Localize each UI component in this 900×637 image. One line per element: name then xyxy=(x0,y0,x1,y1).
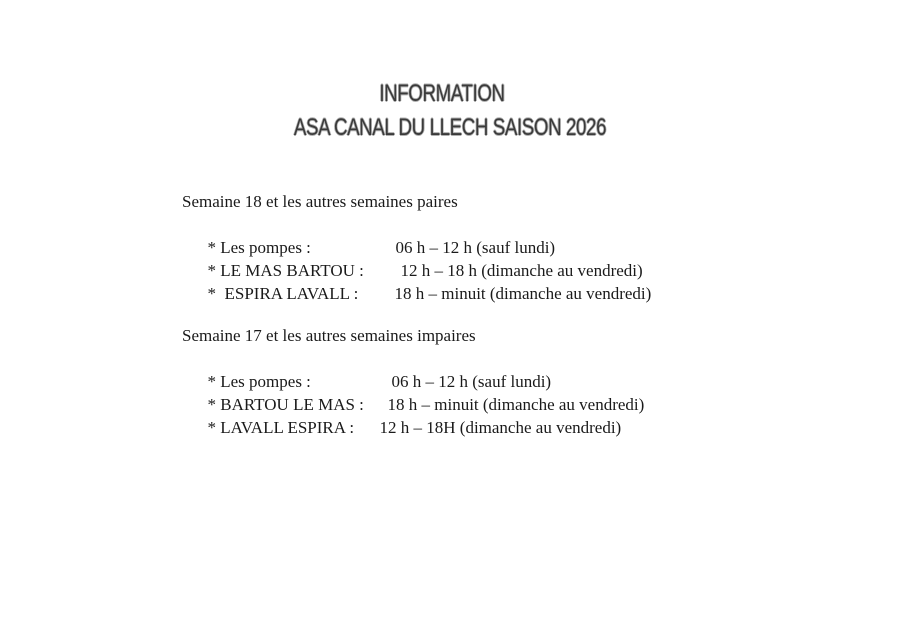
document-title: INFORMATION xyxy=(379,80,505,107)
schedule-label: * Les pompes : xyxy=(207,372,311,391)
schedule-section-odd-weeks xyxy=(182,324,645,437)
schedule-row xyxy=(182,347,644,391)
schedule-value: 18 h – minuit (dimanche au vendredi) xyxy=(387,395,645,414)
document-subtitle: ASA CANAL DU LLECH SAISON 2026 xyxy=(293,114,607,141)
section-heading: Semaine 17 et les autres semaines impaires xyxy=(182,326,476,345)
schedule-value: 12 h – 18 h (dimanche au vendredi) xyxy=(400,261,643,280)
schedule-label: * LE MAS BARTOU : xyxy=(207,261,364,280)
schedule-section-even-weeks xyxy=(182,190,652,303)
schedule-label: * LAVALL ESPIRA : xyxy=(207,418,355,437)
section-heading: Semaine 18 et les autres semaines paires xyxy=(182,192,458,211)
schedule-value: 12 h – 18H (dimanche au vendredi) xyxy=(379,418,622,437)
schedule-label: * BARTOU LE MAS : xyxy=(207,395,364,414)
schedule-label: * Les pompes : xyxy=(207,238,311,257)
schedule-value: 06 h – 12 h (sauf lundi) xyxy=(391,372,552,391)
schedule-label: * ESPIRA LAVALL : xyxy=(207,284,359,303)
schedule-value: 06 h – 12 h (sauf lundi) xyxy=(395,238,556,257)
schedule-row xyxy=(182,213,651,257)
schedule-value: 18 h – minuit (dimanche au vendredi) xyxy=(394,284,652,303)
